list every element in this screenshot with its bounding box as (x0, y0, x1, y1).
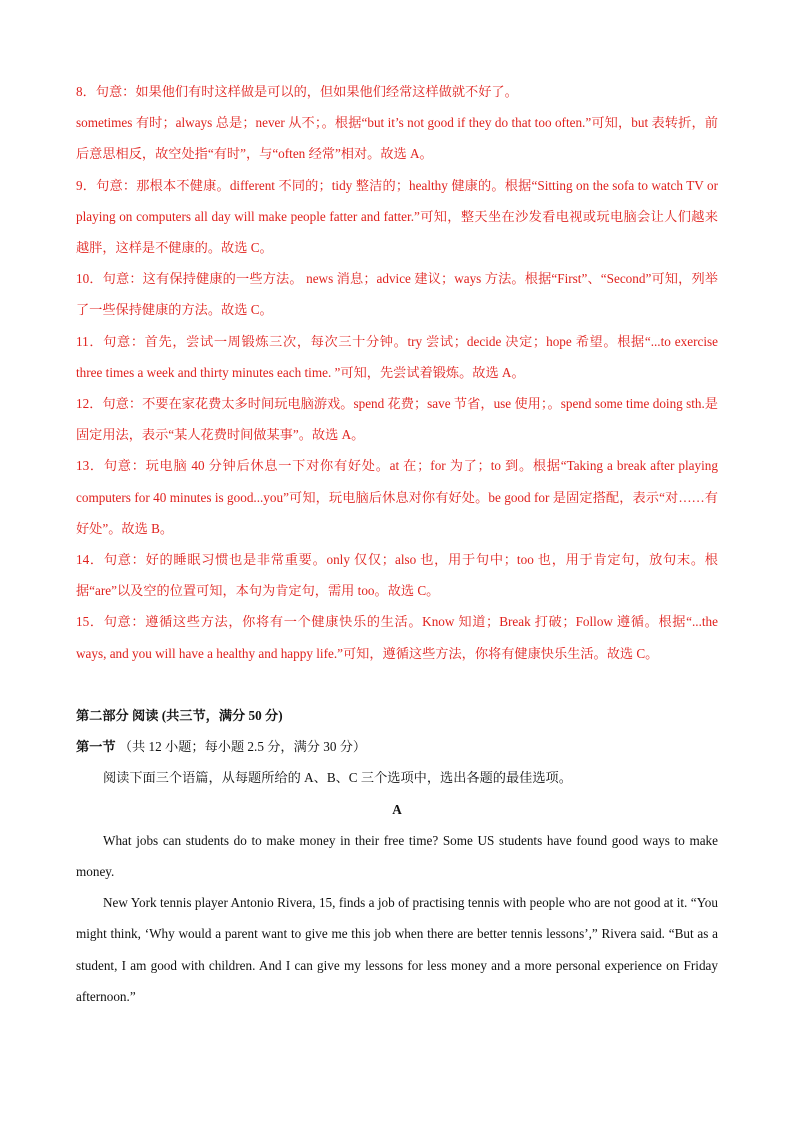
sub-note: （共 12 小题；每小题 2.5 分，满分 30 分） (118, 739, 367, 755)
passage-paragraph-2: New York tennis player Antonio Rivera, 15, finds a job of practising tennis with people who are not good at it. “You might think, ‘Why would a parent want to give me this job when there are better tennis lessons’,” Rivera said. “But as a student, I am good with children. And I can give my lessons for less money and a more personal experience on Friday afternoon.” (76, 895, 718, 1004)
explanation-14: 14．句意：好的睡眠习惯也是非常重要。only 仅仅；also 也，用于句中；too 也，用于肯定句，放句末。根据“are”以及空的位置可知，本句为肯定句，需用 too。故选 C。 (76, 552, 718, 599)
explanation-12: 12．句意：不要在家花费太多时间玩电脑游戏。spend 花费；save 节省，use 使用；。spend some time doing sth.是固定用法，表示“某人花费时间做某事”。故选 A。 (76, 396, 718, 443)
explanation-8-title: 8．句意：如果他们有时这样做是可以的，但如果他们经常这样做就不好了。 (76, 84, 518, 99)
explanation-10: 10．句意：这有保持健康的一些方法。 news 消息；advice 建议；ways 方法。根据“First”、“Second”可知，列举了一些保持健康的方法。故选 C。 (76, 271, 718, 318)
passage-paragraph-1: What jobs can students do to make money in their free time? Some US students have found good ways to make money. (76, 832, 718, 880)
passage-label: A (392, 801, 402, 817)
instruction: 阅读下面三个语篇，从每题所给的 A、B、C 三个选项中，选出各题的最佳选项。 (103, 770, 572, 786)
explanation-11: 11．句意：首先，尝试一周锻炼三次，每次三十分钟。try 尝试；decide 决定；hope 希望。根据“...to exercise three times a week and thirty minutes each time. ”可知，先尝试着锻炼。故选 A。 (76, 333, 718, 380)
explanation-9: 9．句意：那根本不健康。different 不同的；tidy 整洁的；healthy 健康的。根据“Sitting on the sofa to watch TV or playing on computers all day will make people fatter and fatter.”可知，整天坐在沙发看电视或玩电脑会让人们越来越胖，这样是不健康的。故选 C。 (76, 177, 718, 256)
sub-heading (76, 731, 718, 762)
sub-title: 第一节 (76, 739, 116, 755)
explanation-15: 15．句意：遵循这些方法，你将有一个健康快乐的生活。Know 知道；Break 打破；Follow 遵循。根据“...the ways, and you will have a healthy and happy life.”可知，遵循这些方法，你将有健康快乐生活。故选 C。 (76, 614, 718, 661)
part-title: 第二部分 阅读 (共三节，满分 50 分) (76, 708, 283, 723)
reading-section (76, 700, 718, 1012)
explanation-8-body: sometimes 有时；always 总是；never 从不；。根据“but it’s not good if they do that too often.”可知，but 表转折，前后意思相反，故空处指“有时”，与“often 经常”相对。故选 A。 (76, 115, 718, 162)
answer-explanations (76, 76, 718, 669)
explanation-13: 13．句意：玩电脑 40 分钟后休息一下对你有好处。at 在；for 为了；to 到。根据“Taking a break after playing computers for 40 minutes is good...you”可知，玩电脑后休息对你有好处。be good for 是固定搭配，表示“对……有好处”。故选 B。 (76, 458, 718, 536)
